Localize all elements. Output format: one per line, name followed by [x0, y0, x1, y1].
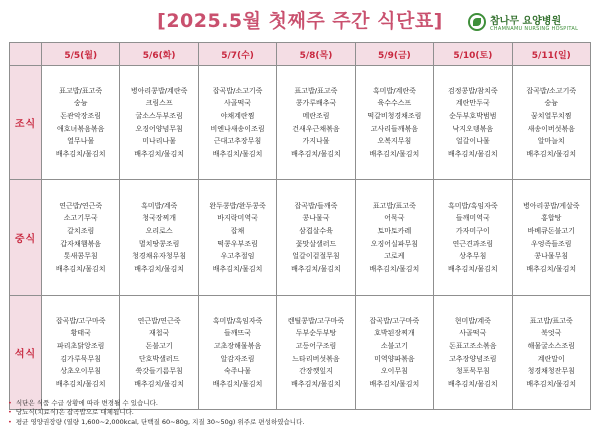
menu-item: 고사리들깨볶음 [370, 124, 419, 133]
menu-cell [42, 180, 120, 296]
menu-item: 톳새콤무침 [63, 252, 98, 261]
menu-item: 얼갈이나물 [455, 137, 490, 146]
menu-item: 계란만두국 [455, 99, 490, 108]
menu-item: 육수수스프 [377, 99, 412, 108]
menu-item: 청국장찌개 [142, 214, 177, 223]
menu-item: 떡갈비청경채조림 [367, 111, 422, 120]
menu-item: 낙지오뎅볶음 [452, 124, 494, 133]
menu-cell [42, 296, 120, 410]
menu-item: 알감자조림 [220, 354, 255, 363]
menu-item: 얼갈이겉절무침 [292, 252, 340, 261]
menu-item: 돈불고기 [145, 341, 173, 350]
menu-item: 콩나물국 [302, 214, 330, 223]
menu-item: 표고밥/표고죽 [294, 86, 338, 95]
menu-item: 두부순두부탕 [295, 329, 337, 338]
menu-item: 연근밥/연근죽 [137, 316, 181, 325]
menu-item: 크림스프 [145, 99, 173, 108]
menu-item: 사골떡국 [459, 329, 487, 338]
note-item: • 평균 영양권장량 (열량 1,600~2,000kcal, 단백질 60~80g, 지질 30~50g) 위주로 편성하였습니다. [8, 417, 305, 426]
menu-item: 가지나물 [302, 137, 330, 146]
menu-item: 배추김치/물김치 [526, 264, 577, 273]
menu-item: 바베큐돈불고기 [527, 226, 575, 235]
meal-label: 석식 [10, 296, 42, 410]
menu-cell [355, 296, 433, 410]
menu-item: 배추김치/물김치 [134, 379, 184, 388]
menu-item: 배추김치/물김치 [212, 379, 263, 388]
menu-item: 들깨미역국 [455, 214, 490, 223]
menu-item: 배추김치/물김치 [369, 264, 420, 273]
menu-item: 단호박샐러드 [138, 354, 180, 363]
menu-item: 꿈치열무치찜 [530, 111, 572, 120]
menu-item: 미역양파볶음 [374, 354, 415, 363]
menu-item: 우엉족들조림 [530, 239, 572, 248]
day-header: 5/11(일) [512, 43, 590, 66]
menu-cell [512, 180, 590, 296]
menu-item: 표고밥/표고죽 [59, 86, 103, 95]
menu-item: 사골떡국 [224, 99, 252, 108]
menu-item: 흑미밥/흑임자죽 [447, 201, 498, 210]
day-header: 5/6(화) [120, 43, 198, 66]
menu-item: 계란말이 [537, 354, 565, 363]
dinner-row [10, 296, 591, 410]
note-item: • 당뇨식(치료식)은 잡곡밥으로 대체됩니다. [8, 408, 134, 417]
menu-item: 소불고기 [380, 341, 408, 350]
menu-item: 표고밥/표고죽 [372, 201, 416, 210]
menu-item: 배추김치/물김치 [212, 149, 263, 158]
menu-item: 상초오이무침 [60, 367, 101, 376]
meal-label: 중식 [10, 180, 42, 296]
notes [8, 399, 592, 427]
bullet-icon: • [8, 417, 12, 426]
menu-item: 미나리나물 [142, 137, 177, 146]
menu-item: 홍합탕 [541, 214, 562, 223]
menu-item: 삼겹살수육 [299, 226, 333, 235]
menu-item: 배추김치/물김치 [369, 379, 420, 388]
menu-item: 숙주나물 [224, 367, 252, 376]
menu-item: 잡곡밥/소고기죽 [212, 86, 263, 95]
menu-item: 흑미밥/계란죽 [372, 86, 416, 95]
menu-item: 애호녀볶음볶음 [57, 124, 105, 133]
menu-cell [355, 180, 433, 296]
menu-cell [120, 66, 198, 180]
menu-item: 김가루묵무침 [60, 354, 101, 363]
menu-cell [198, 180, 276, 296]
menu-item: 현미밥/계죽 [454, 316, 491, 325]
menu-item: 청포묵무침 [455, 367, 490, 376]
menu-item: 토마토카레 [377, 226, 412, 235]
menu-cell [512, 66, 590, 180]
menu-item: 바지락미역국 [217, 214, 258, 223]
menu-item: 배추김치/물김치 [291, 264, 341, 273]
menu-item: 완두콩밥/완두콩죽 [209, 201, 266, 210]
menu-item: 해물굴소스조림 [527, 341, 575, 350]
menu-item: 배추김치/물김치 [447, 379, 498, 388]
breakfast-row [10, 66, 591, 180]
menu-item: 연근견과조림 [452, 239, 494, 248]
menu-item: 콩가루배추국 [295, 99, 337, 108]
bullet-icon: • [8, 399, 12, 407]
leaf-icon [468, 13, 486, 31]
menu-item: 비엔나새송이조림 [210, 124, 265, 133]
menu-cell [42, 66, 120, 180]
menu-item: 고추장양념조림 [449, 354, 497, 363]
menu-item: 병아리콩밥/계란죽 [130, 86, 188, 95]
menu-item: 간장깻잎지 [299, 367, 333, 376]
menu-item: 콩나물무침 [534, 252, 569, 261]
menu-item: 오이무침 [380, 367, 408, 376]
menu-cell [198, 66, 276, 180]
menu-item: 배추김치/물김치 [526, 149, 577, 158]
weekly-menu-table [9, 42, 591, 410]
logo-name: 참나무 요양병원 [490, 16, 562, 27]
menu-item: 배추김치/물김치 [369, 149, 420, 158]
day-header-row [10, 43, 591, 66]
menu-item: 청경채청잔무침 [527, 367, 575, 376]
menu-item: 멸치땅콩조림 [138, 239, 180, 248]
menu-item: 새송이버섯볶음 [527, 124, 575, 133]
menu-item: 배추김치/물김치 [291, 379, 341, 388]
menu-cell [277, 180, 355, 296]
menu-item: 배추김치/물김치 [526, 379, 577, 388]
day-header: 5/9(금) [355, 43, 433, 66]
menu-item: 돈표고조소볶음 [449, 341, 497, 350]
menu-item: 굴소스두부조림 [135, 111, 183, 120]
menu-item: 우고추절임 [220, 252, 255, 261]
note-item: • 식단은 식품 수급 상황에 따라 변경될 수 있습니다. [8, 399, 158, 407]
menu-item: 야채계란찜 [220, 111, 255, 120]
header-corner [10, 43, 42, 66]
menu-cell [198, 296, 276, 410]
menu-cell [277, 296, 355, 410]
menu-item: 고등어구조림 [295, 341, 337, 350]
menu-cell [434, 66, 512, 180]
menu-item: 배추김치/물김치 [447, 149, 498, 158]
menu-item: 숭늉 [73, 99, 88, 108]
day-header: 5/8(목) [277, 43, 355, 66]
menu-item: 청경채유자청무침 [132, 252, 187, 261]
menu-cell [120, 180, 198, 296]
menu-item: 잡곡밥/소고기죽 [526, 86, 577, 95]
meal-label: 조식 [10, 66, 42, 180]
menu-cell [512, 296, 590, 410]
menu-item: 배추김치/물김치 [55, 149, 106, 158]
day-header: 5/7(수) [198, 43, 276, 66]
menu-item: 잡곡밥/들깨죽 [294, 201, 338, 210]
menu-item: 병아리콩밥/게살죽 [523, 201, 580, 210]
menu-item: 배추김치/물김치 [134, 264, 184, 273]
menu-item: 잡채 [230, 226, 245, 235]
day-header: 5/5(월) [42, 43, 120, 66]
menu-item: 오징어실파무침 [370, 239, 419, 248]
menu-item: 배추김치/물김치 [212, 264, 263, 273]
menu-item: 호박된장찌개 [374, 329, 415, 338]
menu-item: 들깨뜨국 [224, 329, 252, 338]
menu-cell [355, 66, 433, 180]
menu-item: 근대고추장무침 [213, 137, 262, 146]
menu-cell [434, 180, 512, 296]
menu-item: 파리초닭앙조림 [57, 341, 105, 350]
menu-item: 오리로스 [145, 226, 173, 235]
page-title: [2025.5월 첫째주 주간 식단표] [157, 10, 443, 32]
menu-item: 고초장해물볶음 [213, 341, 262, 350]
menu-item: 메란조림 [302, 111, 330, 120]
lunch-row [10, 180, 591, 296]
menu-cell [277, 66, 355, 180]
menu-item: 알마늘치 [537, 137, 565, 146]
menu-item: 연근밥/연근죽 [59, 201, 103, 210]
menu-item: 소고기무국 [63, 214, 98, 223]
menu-item: 재첩국 [148, 329, 170, 338]
menu-item: 오복지무침 [377, 137, 412, 146]
bullet-icon: • [8, 408, 12, 417]
menu-item: 갈치조림 [67, 226, 95, 235]
menu-item: 검정콩밥/참치죽 [447, 86, 498, 95]
menu-item: 고로케 [384, 252, 405, 261]
menu-item: 돈관악장조림 [60, 111, 101, 120]
menu-item: 배추김치/물김치 [447, 264, 498, 273]
logo-subtitle: CHAMNAMU NURSING HOSPITAL [490, 26, 579, 32]
day-header: 5/10(토) [434, 43, 512, 66]
menu-item: 떡콩우부조림 [217, 239, 258, 248]
menu-item: 배추김치/물김치 [291, 149, 341, 158]
menu-item: 어묵국 [384, 214, 405, 223]
menu-item: 잡곡밥/고구마죽 [369, 316, 420, 325]
menu-item: 배추김치/물김치 [55, 264, 106, 273]
menu-item: 쑥갓들기름무침 [135, 367, 183, 376]
menu-item: 흑미밥/계죽 [141, 201, 178, 210]
menu-item: 오징어양념무침 [135, 124, 183, 133]
menu-item: 북엇국 [541, 329, 562, 338]
menu-item: 열무나물 [67, 137, 95, 146]
menu-item: 흑미밥/흑임자죽 [212, 316, 263, 325]
menu-item: 배추김치/물김치 [55, 379, 106, 388]
menu-item: 상추무침 [459, 252, 487, 261]
menu-item: 가자미구이 [455, 226, 490, 235]
menu-item: 배추김치/물김치 [134, 149, 184, 158]
menu-item: 숭늉 [544, 99, 559, 108]
menu-item: 잡곡밥/고구마죽 [55, 316, 106, 325]
menu-item: 꽃맛살샐러드 [295, 239, 337, 248]
hospital-logo [468, 11, 598, 37]
menu-cell [434, 296, 512, 410]
menu-cell [120, 296, 198, 410]
menu-item: 갑자채햄볶음 [60, 239, 101, 248]
menu-item: 렌틸콩밥/고구마죽 [287, 316, 345, 325]
menu-item: 순두부호박범범 [449, 111, 497, 120]
menu-item: 느타리버섯볶음 [292, 354, 340, 363]
menu-item: 황태국 [70, 329, 91, 338]
menu-item: 건새우근채볶음 [292, 124, 340, 133]
menu-item: 표고밥/표고죽 [529, 316, 573, 325]
